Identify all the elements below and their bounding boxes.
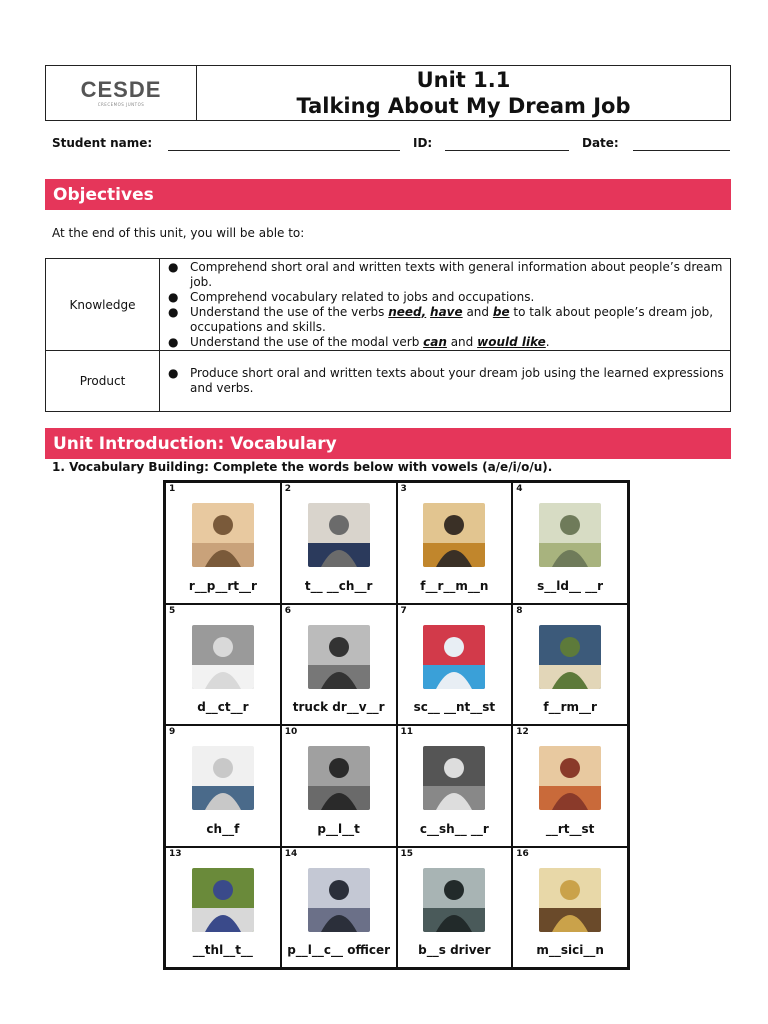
- occupation-photo: [192, 868, 254, 932]
- objectives-heading: Objectives: [45, 179, 731, 210]
- vocab-number: 9: [169, 727, 176, 737]
- vocab-number: 11: [400, 727, 414, 737]
- occupation-photo: [423, 625, 485, 689]
- id-field[interactable]: [445, 150, 569, 151]
- vocab-word-blank[interactable]: __rt__st: [545, 821, 595, 836]
- vocab-cell: [165, 482, 281, 604]
- knowledge-label: Knowledge: [46, 259, 160, 351]
- vocab-cell: [512, 725, 628, 847]
- vocab-cell: [165, 847, 281, 969]
- vocab-word-blank[interactable]: p__l__c__ officer: [287, 943, 391, 957]
- k4-text-pre: Understand the use of the modal verb: [190, 334, 424, 349]
- verb-would-like: would like: [477, 334, 546, 349]
- occupation-photo: [192, 503, 254, 567]
- product-row: [46, 351, 731, 412]
- k3-text-and: and: [462, 304, 493, 319]
- vocab-cell: [512, 847, 628, 969]
- vocab-cell: [281, 725, 397, 847]
- vocab-number: 10: [284, 727, 298, 737]
- student-name-label: Student name:: [52, 136, 153, 150]
- vocab-number: 7: [400, 605, 407, 616]
- objectives-intro: At the end of this unit, you will be able to:: [52, 226, 305, 240]
- vocab-cell: [397, 482, 513, 604]
- vocab-number: 2: [284, 484, 292, 494]
- vocab-word-blank[interactable]: truck dr__v__r: [292, 700, 385, 714]
- knowledge-item-1: ● Comprehend short oral and written texts with general information about people’s dream job.: [168, 260, 730, 290]
- occupation-photo: [192, 746, 254, 810]
- verb-need: need,: [388, 304, 427, 319]
- vocab-word-blank[interactable]: r__p__rt__r: [188, 578, 257, 593]
- occupation-photo: [539, 868, 601, 932]
- vocab-number: 4: [516, 484, 523, 494]
- verb-have: have: [430, 304, 463, 319]
- vocab-word-blank[interactable]: b__s driver: [418, 943, 491, 957]
- k4-text-and: and: [446, 334, 478, 349]
- product-label: Product: [46, 351, 160, 412]
- logo-tagline: CRECEMOS JUNTOS: [97, 102, 145, 107]
- knowledge-list-cell: [160, 259, 731, 351]
- occupation-photo: [308, 746, 370, 810]
- k4-text-post: .: [545, 334, 550, 349]
- vocab-number: 5: [169, 605, 176, 616]
- product-list: [160, 366, 730, 396]
- knowledge-list: [160, 260, 730, 350]
- vocab-number: 15: [400, 848, 414, 859]
- unit-header: [45, 65, 731, 121]
- occupation-photo: [308, 625, 370, 689]
- vocab-cell: [512, 604, 628, 726]
- vocab-word-blank[interactable]: sc__ __nt__st: [413, 700, 496, 714]
- verb-can: can: [423, 334, 447, 349]
- unit-title: Talking About My Dream Job: [296, 94, 631, 118]
- date-label: Date:: [582, 136, 619, 150]
- vocab-cell: [397, 725, 513, 847]
- objectives-table: [45, 258, 731, 412]
- verb-be: be: [492, 304, 510, 319]
- vocab-word-blank[interactable]: f__r__m__n: [420, 578, 489, 593]
- vocab-number: 14: [284, 848, 298, 859]
- vocab-word-blank[interactable]: p__l__t: [317, 821, 360, 836]
- unit-number: Unit 1.1: [416, 68, 511, 92]
- student-info-row: [52, 134, 732, 154]
- knowledge-item-3: [168, 305, 730, 335]
- vocab-number: 3: [400, 484, 407, 494]
- k3-text-pre: Understand the use of the verbs: [190, 304, 389, 319]
- occupation-photo: [539, 746, 601, 810]
- product-item-1: ● Produce short oral and written texts about your dream job using the learned expressions and verbs.: [168, 366, 730, 396]
- vocab-cell: [512, 482, 628, 604]
- occupation-photo: [308, 868, 370, 932]
- vocab-word-blank[interactable]: f__rm__r: [543, 700, 597, 714]
- vocab-number: 6: [284, 605, 292, 616]
- vocab-number: 12: [516, 727, 529, 737]
- vocab-word-blank[interactable]: m__sici__n: [536, 943, 604, 957]
- occupation-photo: [423, 868, 485, 932]
- title-cell: [197, 66, 730, 120]
- knowledge-item-4: [168, 335, 730, 350]
- vocab-number: 8: [516, 605, 523, 616]
- vocab-cell: [281, 604, 397, 726]
- occupation-photo: [308, 503, 370, 567]
- knowledge-row: [46, 259, 731, 351]
- student-name-field[interactable]: [168, 150, 400, 151]
- vocab-number: 16: [516, 848, 529, 859]
- k3-text-post: to talk about people’s dream job, occupations and skills.: [190, 304, 714, 334]
- vocab-word-blank[interactable]: t__ __ch__r: [304, 578, 373, 593]
- knowledge-item-2: ● Comprehend vocabulary related to jobs and occupations.: [168, 290, 730, 305]
- logo-cell: [46, 66, 197, 120]
- vocab-word-blank[interactable]: d__ct__r: [197, 700, 249, 714]
- id-label: ID:: [413, 136, 433, 150]
- vocab-cell: [397, 604, 513, 726]
- vocab-word-blank[interactable]: __thl__t__: [192, 943, 253, 957]
- vocab-word-blank[interactable]: ch__f: [206, 821, 240, 836]
- occupation-photo: [192, 625, 254, 689]
- occupation-photo: [539, 625, 601, 689]
- vocab-cell: [397, 847, 513, 969]
- vocab-cell: [165, 604, 281, 726]
- vocabulary-instruction: 1. Vocabulary Building: Complete the words below with vowels (a/e/i/o/u).: [52, 460, 553, 474]
- vocab-word-blank[interactable]: s__ld__ __r: [537, 578, 604, 593]
- date-field[interactable]: [633, 150, 730, 151]
- occupation-photo: [423, 746, 485, 810]
- product-list-cell: [160, 351, 731, 412]
- vocabulary-heading: Unit Introduction: Vocabulary: [45, 428, 731, 459]
- vocab-number: 1: [169, 484, 176, 494]
- vocab-cell: [165, 725, 281, 847]
- vocabulary-grid: [163, 480, 630, 970]
- vocab-cell: [281, 847, 397, 969]
- vocab-number: 13: [169, 848, 182, 859]
- occupation-photo: [423, 503, 485, 567]
- vocab-cell: [281, 482, 397, 604]
- occupation-photo: [539, 503, 601, 567]
- vocab-word-blank[interactable]: c__sh__ __r: [419, 821, 489, 836]
- cesde-logo: CESDE: [80, 77, 162, 102]
